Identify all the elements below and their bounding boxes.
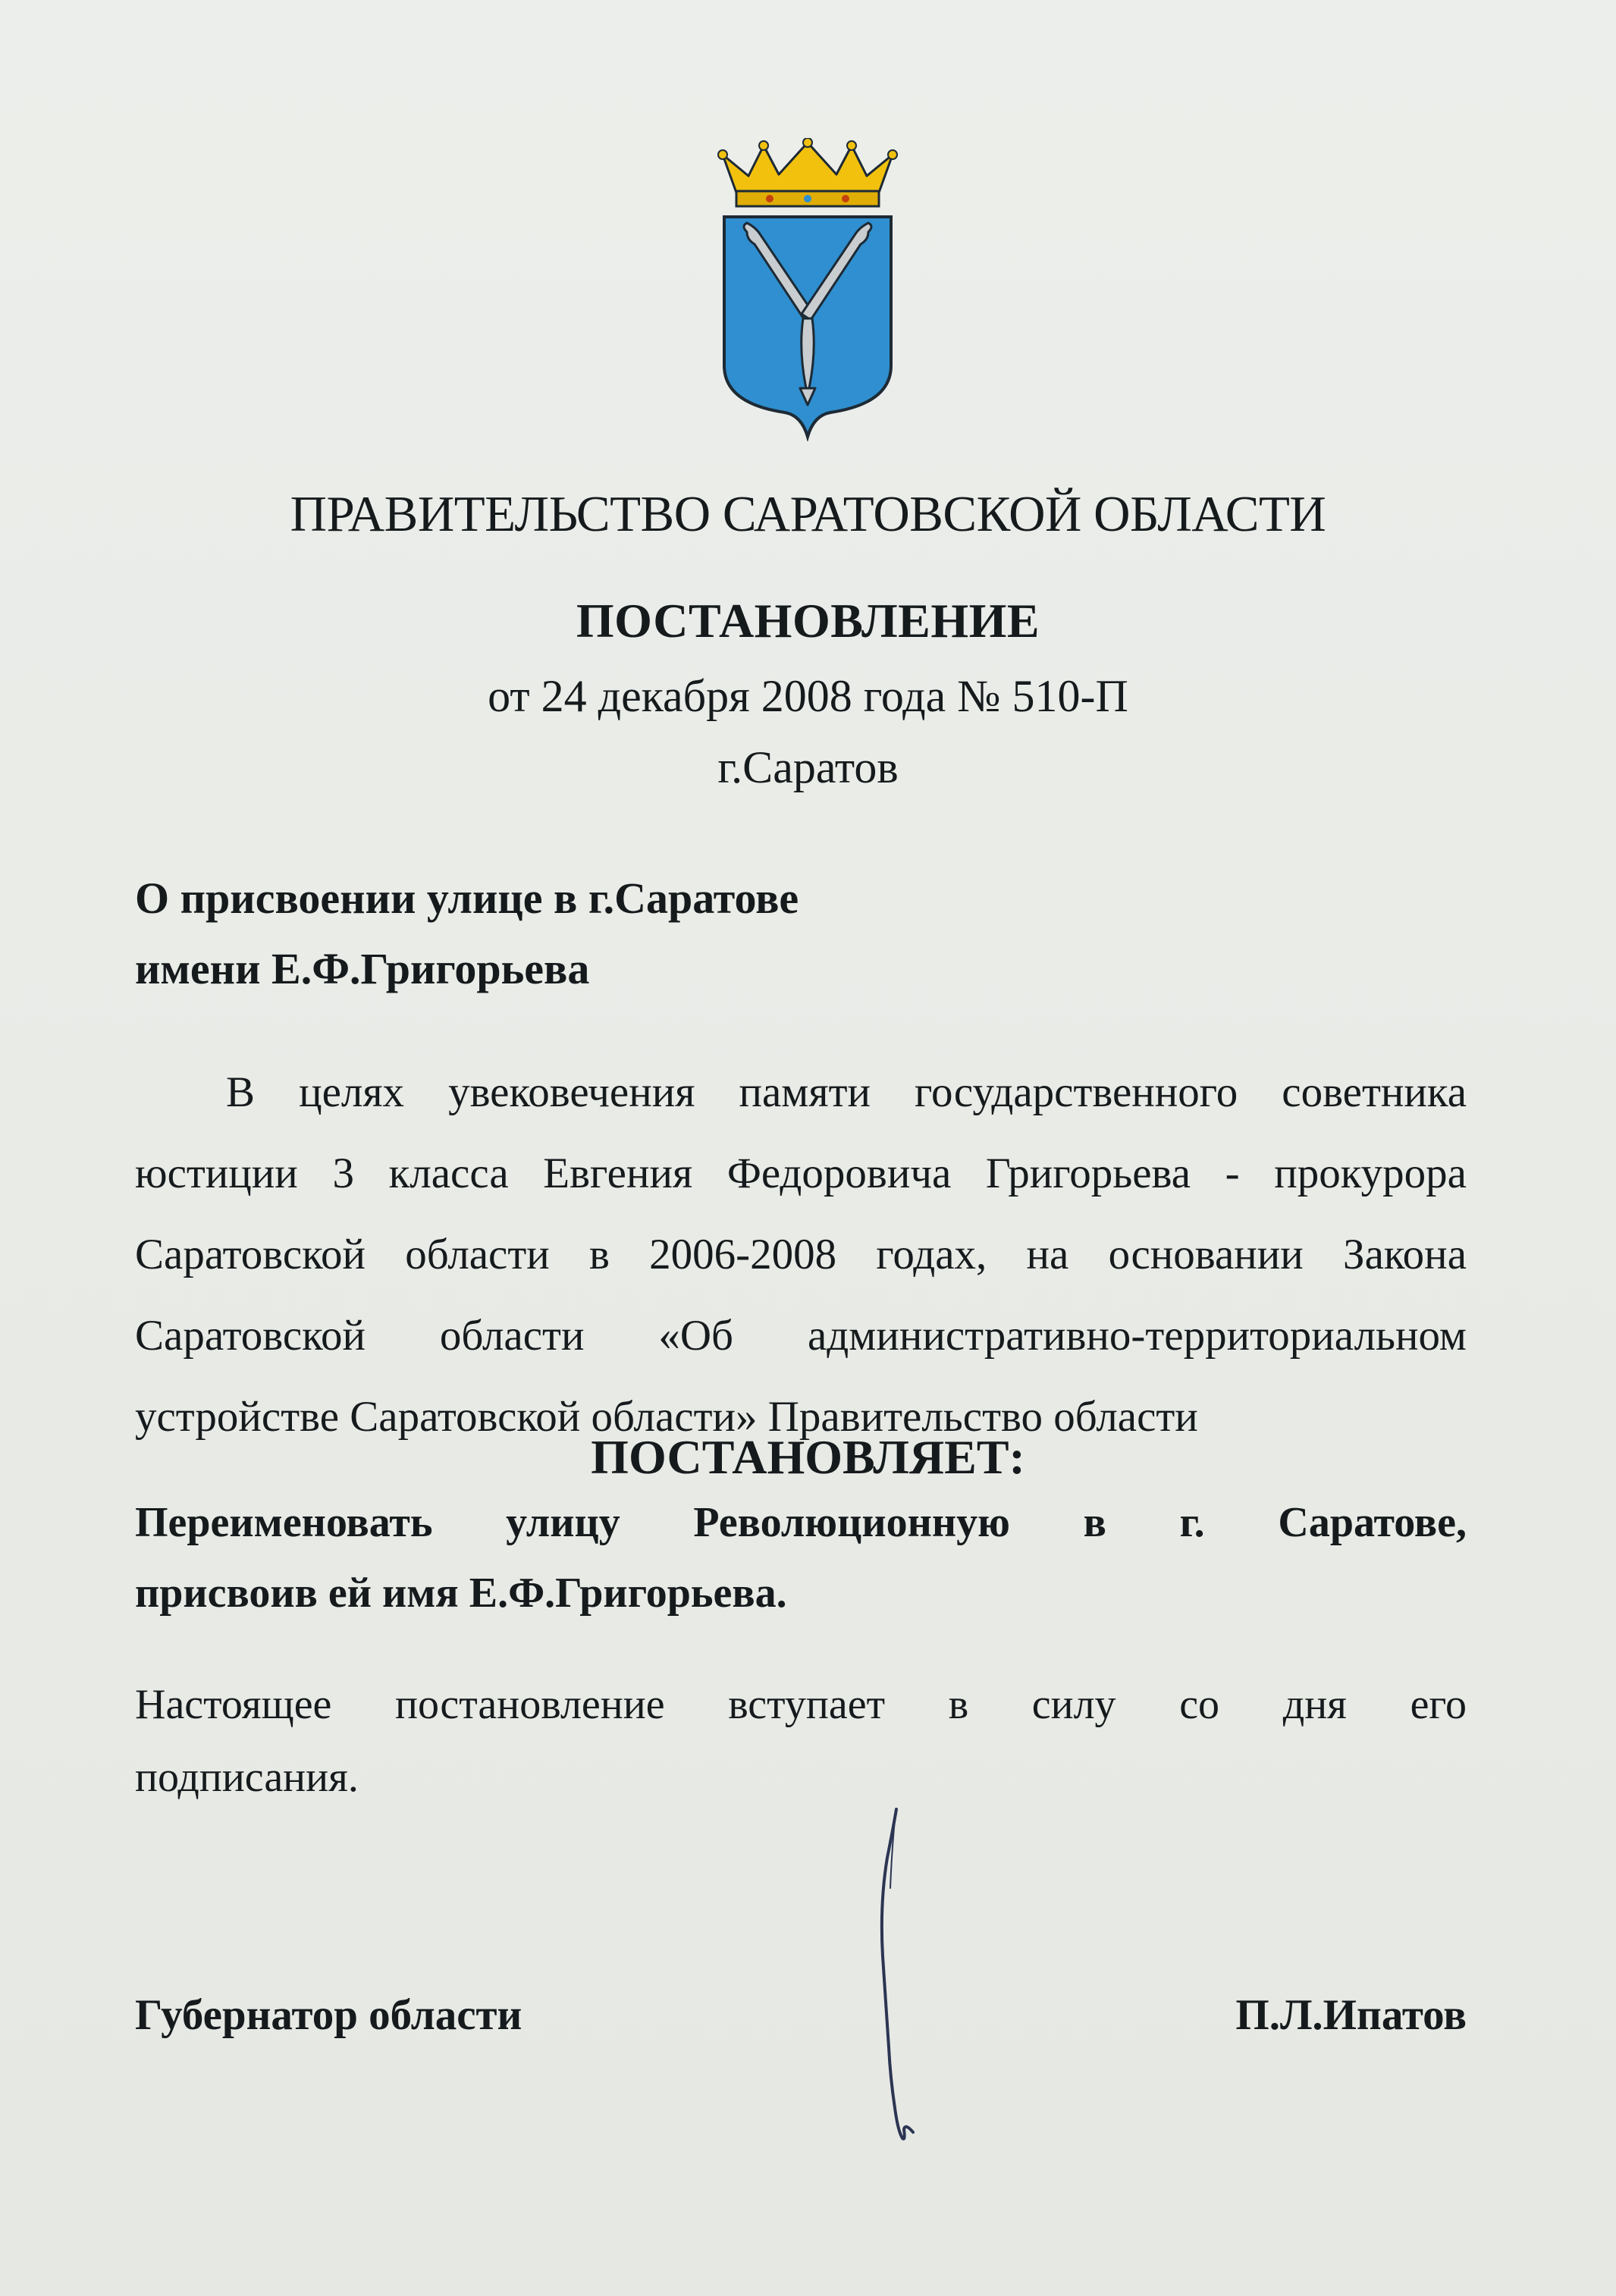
crown-icon bbox=[718, 138, 897, 206]
government-title: ПРАВИТЕЛЬСТВО САРАТОВСКОЙ ОБЛАСТИ bbox=[290, 486, 1326, 542]
preamble-line: устройстве Саратовской области» Правительство области bbox=[135, 1393, 1198, 1441]
subject-line-1: О присвоении улице в г.Саратове bbox=[135, 874, 799, 923]
resolution-paragraph bbox=[135, 1488, 1467, 1629]
document-subject bbox=[135, 863, 799, 1004]
effect-line-1: Настоящее постановление вступает в силу со дня его bbox=[135, 1681, 1467, 1728]
effect-line-2: подписания. bbox=[135, 1754, 359, 1801]
preamble-paragraph bbox=[135, 1052, 1467, 1457]
handwritten-signature-icon bbox=[849, 1805, 940, 2153]
preamble-line: Саратовской области «Об административно-территориальном bbox=[135, 1312, 1467, 1360]
effective-date-paragraph bbox=[135, 1668, 1467, 1814]
resolution-line-1: Переименовать улицу Революционную в г. Саратове, bbox=[135, 1499, 1467, 1546]
resolution-line-2: присвоив ей имя Е.Ф.Григорьева. bbox=[135, 1570, 787, 1617]
preamble-line: юстиции 3 класса Евгения Федоровича Григорьева - прокурора bbox=[135, 1150, 1467, 1197]
saratov-coat-of-arms-icon bbox=[717, 138, 899, 441]
subject-line-2: имени Е.Ф.Григорьева bbox=[135, 944, 590, 993]
preamble-line: Саратовской области в 2006-2008 годах, на основании Закона bbox=[135, 1231, 1467, 1278]
decree-heading: ПОСТАНОВЛЯЕТ: bbox=[591, 1430, 1025, 1484]
document-type: ПОСТАНОВЛЕНИЕ bbox=[576, 594, 1040, 648]
preamble-line: В целях увековечения памяти государственного советника bbox=[226, 1068, 1467, 1116]
document-city: г.Саратов bbox=[717, 742, 899, 792]
signatory-name: П.Л.Ипатов bbox=[1235, 1991, 1467, 2039]
document-date-number: от 24 декабря 2008 года № 510-П bbox=[488, 671, 1128, 721]
signatory-position: Губернатор области bbox=[135, 1991, 522, 2039]
